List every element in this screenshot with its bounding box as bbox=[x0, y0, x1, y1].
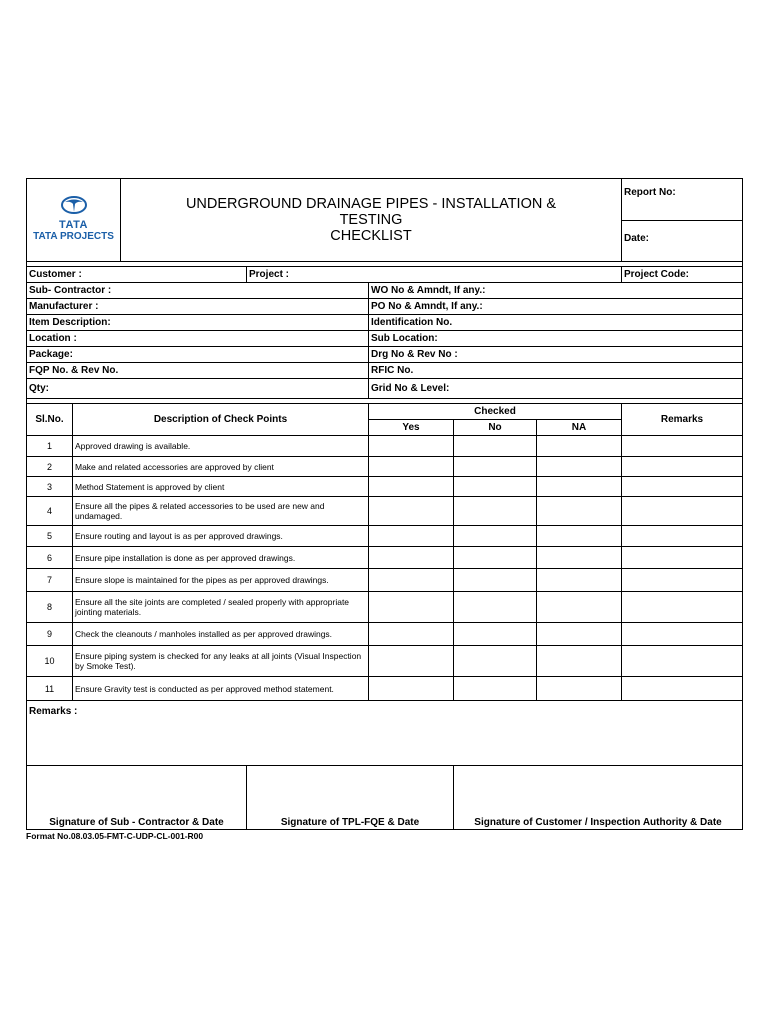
na-cell[interactable] bbox=[537, 497, 622, 526]
no-cell[interactable] bbox=[454, 623, 537, 646]
table-row bbox=[27, 623, 743, 646]
row-number: 10 bbox=[27, 646, 73, 677]
col-remarks: Remarks bbox=[622, 404, 743, 436]
row-number: 8 bbox=[27, 592, 73, 623]
no-cell[interactable] bbox=[454, 646, 537, 677]
row-description: Ensure all the site joints are completed / sealed properly with appropriate jointing materials. bbox=[73, 592, 369, 623]
remarks-cell[interactable] bbox=[622, 526, 743, 547]
yes-cell[interactable] bbox=[369, 623, 454, 646]
tata-emblem-icon bbox=[61, 196, 87, 214]
no-cell[interactable] bbox=[454, 569, 537, 592]
logo-cell bbox=[27, 179, 121, 262]
format-number: Format No.08.03.05-FMT-C-UDP-CL-001-R00 bbox=[26, 831, 204, 841]
row-number: 5 bbox=[27, 526, 73, 547]
no-cell[interactable] bbox=[454, 477, 537, 497]
row-description: Ensure routing and layout is as per approved drawings. bbox=[73, 526, 369, 547]
table-row bbox=[27, 569, 743, 592]
package-label: Package: bbox=[27, 347, 369, 363]
customer-label: Customer : bbox=[27, 267, 247, 283]
yes-cell[interactable] bbox=[369, 497, 454, 526]
no-cell[interactable] bbox=[454, 457, 537, 477]
yes-cell[interactable] bbox=[369, 677, 454, 701]
row-number: 1 bbox=[27, 436, 73, 457]
na-cell[interactable] bbox=[537, 436, 622, 457]
yes-cell[interactable] bbox=[369, 646, 454, 677]
remarks-label: Remarks : bbox=[29, 706, 78, 717]
row-description: Ensure Gravity test is conducted as per approved method statement. bbox=[73, 677, 369, 701]
title-line-2: TESTING bbox=[339, 212, 403, 228]
info-row-location bbox=[27, 331, 743, 347]
logo-name: TATA bbox=[59, 219, 88, 231]
yes-cell[interactable] bbox=[369, 569, 454, 592]
tata-logo bbox=[33, 196, 114, 243]
project-label: Project : bbox=[247, 267, 622, 283]
location-label: Location : bbox=[27, 331, 369, 347]
report-no-label: Report No: bbox=[622, 179, 742, 221]
no-cell[interactable] bbox=[454, 436, 537, 457]
col-sl-no: Sl.No. bbox=[27, 404, 73, 436]
table-row bbox=[27, 646, 743, 677]
no-cell[interactable] bbox=[454, 677, 537, 701]
info-row-qty bbox=[27, 379, 743, 399]
row-number: 4 bbox=[27, 497, 73, 526]
no-cell[interactable] bbox=[454, 526, 537, 547]
signature-tpl-fqe[interactable]: Signature of TPL-FQE & Date bbox=[247, 766, 454, 830]
table-row bbox=[27, 592, 743, 623]
na-cell[interactable] bbox=[537, 677, 622, 701]
remarks-cell[interactable] bbox=[622, 623, 743, 646]
checklist-table bbox=[26, 178, 743, 830]
remarks-row bbox=[27, 701, 743, 766]
col-description: Description of Check Points bbox=[73, 404, 369, 436]
checklist-sheet bbox=[26, 178, 742, 841]
table-row bbox=[27, 677, 743, 701]
no-cell[interactable] bbox=[454, 592, 537, 623]
row-description: Ensure piping system is checked for any leaks at all joints (Visual Inspection by Smoke Test). bbox=[73, 646, 369, 677]
po-no-label: PO No & Amndt, If any.: bbox=[369, 299, 743, 315]
table-row bbox=[27, 526, 743, 547]
yes-cell[interactable] bbox=[369, 457, 454, 477]
rfic-no-label: RFIC No. bbox=[369, 363, 743, 379]
info-row-customer bbox=[27, 267, 743, 283]
na-cell[interactable] bbox=[537, 592, 622, 623]
remarks-cell[interactable] bbox=[622, 477, 743, 497]
logo-subtitle: TATA PROJECTS bbox=[33, 231, 114, 242]
table-row bbox=[27, 547, 743, 569]
col-yes: Yes bbox=[369, 420, 454, 436]
row-number: 9 bbox=[27, 623, 73, 646]
table-row bbox=[27, 477, 743, 497]
table-row bbox=[27, 497, 743, 526]
yes-cell[interactable] bbox=[369, 592, 454, 623]
fqp-no-label: FQP No. & Rev No. bbox=[27, 363, 369, 379]
report-date-cell bbox=[622, 179, 743, 262]
signature-customer[interactable]: Signature of Customer / Inspection Authority & Date bbox=[454, 766, 743, 830]
no-cell[interactable] bbox=[454, 547, 537, 569]
na-cell[interactable] bbox=[537, 526, 622, 547]
row-description: Approved drawing is available. bbox=[73, 436, 369, 457]
yes-cell[interactable] bbox=[369, 477, 454, 497]
row-description: Make and related accessories are approved by client bbox=[73, 457, 369, 477]
drg-no-label: Drg No & Rev No : bbox=[369, 347, 743, 363]
row-number: 7 bbox=[27, 569, 73, 592]
qty-label: Qty: bbox=[27, 379, 369, 399]
date-label: Date: bbox=[624, 233, 650, 244]
row-number: 3 bbox=[27, 477, 73, 497]
na-cell[interactable] bbox=[537, 547, 622, 569]
no-cell[interactable] bbox=[454, 497, 537, 526]
column-header-row bbox=[27, 404, 743, 420]
na-cell[interactable] bbox=[537, 569, 622, 592]
info-row-item bbox=[27, 315, 743, 331]
na-cell[interactable] bbox=[537, 477, 622, 497]
document-title bbox=[121, 179, 622, 262]
info-row-fqp bbox=[27, 363, 743, 379]
item-description-label: Item Description: bbox=[27, 315, 369, 331]
col-checked: Checked bbox=[369, 404, 622, 420]
grid-no-label: Grid No & Level: bbox=[369, 379, 743, 399]
title-line-3: CHECKLIST bbox=[330, 228, 412, 244]
col-na: NA bbox=[537, 420, 622, 436]
row-description: Method Statement is approved by client bbox=[73, 477, 369, 497]
wo-no-label: WO No & Amndt, If any.: bbox=[369, 283, 743, 299]
header-row bbox=[27, 179, 743, 262]
sub-location-label: Sub Location: bbox=[369, 331, 743, 347]
info-row-manufacturer bbox=[27, 299, 743, 315]
remarks-area[interactable] bbox=[27, 701, 743, 766]
yes-cell[interactable] bbox=[369, 526, 454, 547]
manufacturer-label: Manufacturer : bbox=[27, 299, 369, 315]
remarks-cell[interactable] bbox=[622, 497, 743, 526]
yes-cell[interactable] bbox=[369, 547, 454, 569]
yes-cell[interactable] bbox=[369, 436, 454, 457]
row-description: Ensure pipe installation is done as per approved drawings. bbox=[73, 547, 369, 569]
remarks-cell[interactable] bbox=[622, 569, 743, 592]
remarks-cell[interactable] bbox=[622, 592, 743, 623]
signature-row bbox=[27, 766, 743, 830]
signature-sub-contractor[interactable]: Signature of Sub - Contractor & Date bbox=[27, 766, 247, 830]
row-number: 6 bbox=[27, 547, 73, 569]
remarks-cell[interactable] bbox=[622, 646, 743, 677]
remarks-cell[interactable] bbox=[622, 457, 743, 477]
row-description: Ensure slope is maintained for the pipes as per approved drawings. bbox=[73, 569, 369, 592]
identification-no-label: Identification No. bbox=[369, 315, 743, 331]
info-row-package bbox=[27, 347, 743, 363]
title-line-1: UNDERGROUND DRAINAGE PIPES - INSTALLATION & bbox=[185, 196, 557, 212]
table-row bbox=[27, 436, 743, 457]
row-number: 11 bbox=[27, 677, 73, 701]
row-description: Ensure all the pipes & related accessories to be used are new and undamaged. bbox=[73, 497, 369, 526]
col-no: No bbox=[454, 420, 537, 436]
remarks-cell[interactable] bbox=[622, 547, 743, 569]
sub-contractor-label: Sub- Contractor : bbox=[27, 283, 369, 299]
na-cell[interactable] bbox=[537, 623, 622, 646]
row-description: Check the cleanouts / manholes installed as per approved drawings. bbox=[73, 623, 369, 646]
info-row-subcontractor bbox=[27, 283, 743, 299]
table-row bbox=[27, 457, 743, 477]
na-cell[interactable] bbox=[537, 646, 622, 677]
project-code-label: Project Code: bbox=[622, 267, 743, 283]
na-cell[interactable] bbox=[537, 457, 622, 477]
remarks-cell[interactable] bbox=[622, 436, 743, 457]
row-number: 2 bbox=[27, 457, 73, 477]
remarks-cell[interactable] bbox=[622, 677, 743, 701]
